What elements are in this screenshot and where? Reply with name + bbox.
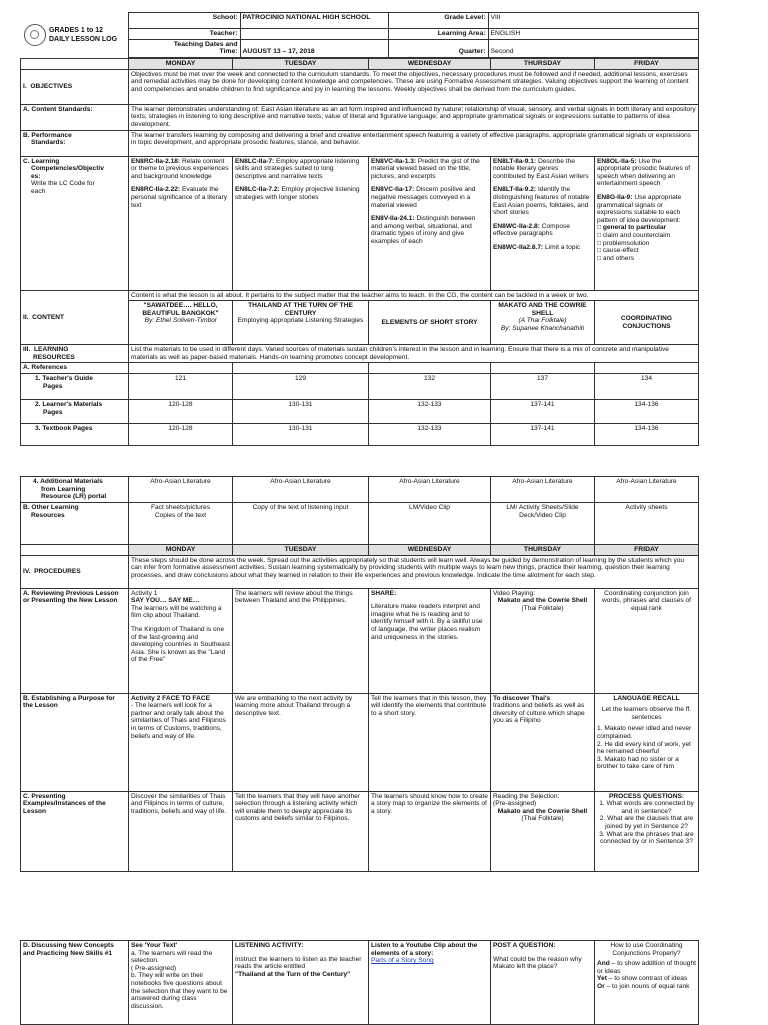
content-title: "SAWATDEE…. HELLO, BEAUTIFUL BANGKOK"	[142, 302, 219, 317]
content-tuesday	[233, 301, 369, 345]
content-wednesday	[369, 301, 491, 345]
tb-pages-monday: 120-128	[129, 423, 233, 445]
other-monday	[129, 503, 233, 545]
references-cell	[129, 363, 233, 374]
deped-seal-icon	[24, 24, 46, 46]
lc-text: Limit a topic	[543, 243, 581, 251]
learners-materials-label-2: Pages	[43, 408, 63, 416]
other-monday-2: Copies of the text	[154, 511, 207, 519]
content-title: COORDINATING CONJUCTIONS	[620, 315, 673, 330]
activity-text: (Pre-assigned)	[493, 800, 537, 808]
procedures-label	[21, 555, 129, 588]
tg-pages-friday: 134	[595, 373, 699, 399]
additional-wednesday: Afro-Asian Literature	[369, 477, 491, 503]
tb-pages-tuesday: 130-131	[233, 423, 369, 445]
procedure-c-friday	[595, 791, 699, 871]
day-header-monday: MONDAY	[129, 59, 233, 70]
content-author: By: Supanee Khanchanathiti	[500, 324, 585, 332]
additional-label-2: from Learning	[41, 485, 86, 493]
lc-code: EN8LC-IIa-7.2:	[235, 186, 280, 194]
content-friday	[595, 301, 699, 345]
other-thursday: LM/ Activity Sheets/Slide Deck/Video Clip	[491, 503, 595, 545]
lc-code: EN8LT-IIa-9.1:	[493, 157, 537, 165]
resources-label-1: LEARNING	[34, 346, 69, 354]
bullet-item: □ and others	[597, 254, 634, 262]
activity-text: Makato and the Cowrie Shell	[497, 807, 588, 815]
learning-area-value: ENGLISH	[488, 29, 698, 40]
activity-title: Reading the Selection:	[493, 792, 560, 800]
dates-label-line2: Time:	[219, 48, 238, 56]
procedure-d-wednesday	[369, 941, 491, 1025]
content-thursday	[491, 301, 595, 345]
lc-text: Predict the gist of the material viewed based on the title, pictures, and excerpts	[371, 157, 480, 180]
objectives-text: Objectives must be met over the week and connected to the curriculum standards. To meet the objectives, necessary procedures must be followed and if needed, additional lessons, exercises and remedial activities may be done for developing content knowledge and competencies. These are using Formative Assessment strategies. Valuing objectives support the learning of content and competencies and enable children to find significance and joy in learning the lessons. Weekly objectives shall be derived from the curriculum guides.	[129, 69, 699, 104]
competencies-label-2: Competencies/Objectiv	[31, 165, 104, 173]
lc-code: EN8OL-IIa-5:	[597, 157, 637, 165]
resources-intro: List the materials to be used in different days. Varied sources of materials sustain children's interest in the lesson and in learning. Ensure that there is a mix of concrete and manipulative materials as well as paper-based materials. Hands-on learning promotes concept development.	[129, 345, 699, 363]
day-header-friday: FRIDAY	[595, 545, 699, 556]
activity-text: - The learners will look for a partner and orally talk about the similarities of Thais and Filipinos in terms of Customs, traditions, beliefs and way of life.	[131, 702, 226, 740]
performance-standards-text: The learner transfers learning by composing and delivering a brief and creative entertainment speech featuring a variety of effective paragraphs, appropriate grammatical signals or expressions in topic development, and appropriate prosodic features, stance, and behavior.	[129, 130, 699, 156]
additional-friday: Afro-Asian Literature	[595, 477, 699, 503]
other-tuesday: Copy of the text of listening input	[233, 503, 369, 545]
textbook-pages-label: 3. Textbook Pages	[21, 423, 129, 445]
form-title-line2: DAILY LESSON LOG	[49, 35, 118, 43]
activity-title: Activity 2 FACE TO FACE	[131, 694, 211, 702]
tb-pages-wednesday: 132-133	[369, 423, 491, 445]
lc-text: Discern positive and negative messages conveyed in a material viewed	[371, 186, 476, 209]
procedure-b-tuesday: We are embarking to the next activity by learning more about Thailand through a descriptive text.	[233, 693, 369, 791]
day-header-wednesday: WEDNESDAY	[369, 59, 491, 70]
content-label	[21, 290, 129, 345]
day-header-wednesday: WEDNESDAY	[369, 545, 491, 556]
content-author: By: Ethel Soliven-Timbol	[144, 317, 217, 325]
procedure-a-label: A. Reviewing Previous Lesson or Presenting the New Lesson	[21, 588, 129, 693]
activity-title: LANGUAGE RECALL	[613, 694, 680, 702]
activity-title: See 'Your Text'	[131, 942, 178, 949]
references-cell	[369, 363, 491, 374]
procedure-d-monday	[129, 941, 233, 1025]
competencies-label-5: each	[31, 187, 46, 195]
other-label-2: Resources	[31, 511, 65, 519]
lc-text: Describe the notable literary genres contributed by East Asian writers	[493, 157, 589, 180]
activity-title: Video Playing:	[493, 589, 536, 597]
lc-text: Compose effective paragraphs	[493, 222, 570, 238]
additional-label-1: 4. Additional Materials	[33, 478, 103, 485]
lesson-table-part1	[20, 58, 699, 446]
activity-text: ( Pre-assigned)	[131, 964, 177, 972]
resources-label-2: RESOURCES	[33, 353, 75, 361]
content-subtitle: Employing appropriate Listening Strategies	[237, 317, 364, 325]
lc-code: EN8LT-IIa-9.2:	[493, 186, 537, 194]
lc-code: EN8RC-IIa-2.18:	[131, 157, 181, 165]
bullet-text: cause-effect	[602, 247, 639, 255]
tg-pages-thursday: 137	[491, 373, 595, 399]
procedure-c-thursday	[491, 791, 595, 871]
procedure-b-thursday	[491, 693, 595, 791]
resources-label	[21, 345, 129, 363]
day-header-blank	[21, 59, 129, 70]
competencies-tuesday	[233, 156, 369, 290]
lm-pages-friday: 134-136	[595, 399, 699, 423]
activity-text: a. The learners will read the selection.	[131, 949, 213, 965]
procedure-b-monday	[129, 693, 233, 791]
performance-standards-label	[21, 130, 129, 156]
day-header-thursday: THURSDAY	[491, 59, 595, 70]
day-header-blank	[21, 545, 129, 556]
activity-text: The Kingdom of Thailand is one of the fast-growing and developing countries in Southeast Asia. She is known as the "Land of the Free"	[131, 625, 230, 664]
lc-code: EN8V-IIa-24.1:	[371, 215, 415, 223]
lc-code: EN8G-IIa-9:	[597, 193, 633, 201]
procedure-a-wednesday	[369, 588, 491, 693]
other-wednesday: LM/Video Clip	[369, 503, 491, 545]
content-label-text: CONTENT	[32, 313, 65, 321]
procedure-c-wednesday: The learners should know how to create a story map to organize the elements of a story.	[369, 791, 491, 871]
teachers-guide-label	[21, 373, 129, 399]
day-header-thursday: THURSDAY	[491, 545, 595, 556]
content-intro: Content is what the lesson is all about. It pertains to the subject matter that the teacher aims to teach. In the CG, the content can be tackled in a week or two.	[129, 290, 699, 301]
learners-materials-label-1: 2. Learner's Materials	[35, 400, 103, 408]
header-logo-cell	[20, 13, 128, 58]
day-header-tuesday: TUESDAY	[233, 59, 369, 70]
bullet-text: general to particular	[602, 224, 667, 232]
performance-standards-label-2: Standards:	[31, 139, 66, 147]
competencies-thursday	[491, 156, 595, 290]
other-resources-label	[21, 503, 129, 545]
procedure-b-label: B. Establishing a Purpose for the Lesson	[21, 693, 129, 791]
lesson-table-part2	[20, 476, 699, 872]
activity-title: To discover Thai's	[493, 694, 551, 702]
activity-text: (Thai Folktale)	[521, 815, 564, 823]
procedure-d-label: D. Discussing New Concepts and Practicing New Skills #1	[21, 941, 129, 1025]
quarter-label: Quarter:	[388, 39, 488, 57]
teachers-guide-label-2: Pages	[43, 382, 63, 390]
conjunction-desc: – to join nouns of equal rank	[604, 982, 690, 990]
activity-text: 2. He did every kind of work, yet he remained cheerful	[597, 740, 691, 756]
tg-pages-monday: 121	[129, 373, 233, 399]
content-title: THAILAND AT THE TURN OF THE CENTURY	[248, 302, 353, 317]
other-label-1: B. Other Learning	[23, 504, 79, 511]
conjunction-word: Yet	[597, 975, 607, 983]
conjunction-word: And	[597, 960, 610, 968]
activity-title: SHARE:	[371, 589, 397, 597]
activity-text: 1. What words are connected by and in sentence?	[599, 800, 694, 815]
additional-materials-label	[21, 477, 129, 503]
procedure-a-thursday	[491, 588, 595, 693]
content-title: ELEMENTS OF SHORT STORY	[381, 318, 478, 326]
content-num: II.	[23, 313, 29, 321]
additional-thursday: Afro-Asian Literature	[491, 477, 595, 503]
references-cell	[595, 363, 699, 374]
day-header-tuesday: TUESDAY	[233, 545, 369, 556]
lc-code: EN8VC-IIa-1.3:	[371, 157, 417, 165]
lm-pages-wednesday: 132-133	[369, 399, 491, 423]
activity-text: 3. Makato had no sister or a brother to take care of him	[597, 755, 679, 771]
content-standards-label: A. Content Standards:	[21, 104, 129, 130]
teacher-value	[240, 29, 388, 40]
teachers-guide-label-1: 1. Teacher's Guide	[35, 374, 93, 382]
teacher-label: Teacher:	[128, 29, 240, 40]
tg-pages-wednesday: 132	[369, 373, 491, 399]
competencies-wednesday	[369, 156, 491, 290]
dates-label	[128, 39, 240, 57]
activity-text: Instruct the learners to listen as the teacher reads the article entitled	[235, 955, 362, 971]
competencies-monday	[129, 156, 233, 290]
tb-pages-thursday: 137-141	[491, 423, 595, 445]
activity-title: Listen to a Youtube Clip about the elements of a story:	[371, 942, 478, 957]
lc-code: EN8WC-IIa2.8.7:	[493, 243, 544, 251]
content-subtitle: (A Thai Folktale)	[518, 317, 567, 325]
bullet-item: □ claim and counterclaim	[597, 231, 671, 239]
form-title-line1: GRADES 1 to 12	[49, 26, 104, 34]
content-standards-text: The learner demonstrates understanding of: East Asian literature as an art form inspired and influenced by nature; relationship of visual, sensory, and verbal signals in both literary and expository texts; strategies in listening to long descriptive and narrative texts; value of literal and figurative language; and appropriate grammatical signals or expressions suitable to patterns of idea development.	[129, 104, 699, 130]
other-monday-1: Fact sheets/pictures	[150, 504, 210, 511]
procedures-intro: These steps should be done across the week. Spread out the activities appropriately so that students will learn well. Always be guided by demonstration of learning by the students which you can infer from formative assessment activities. Sustain learning systematically by providing students with multiple ways to learn new things, practice their learning, question their learning processes, and draw conclusions about what they learned in relation to their life experiences and previous knowledge. Indicate the time allotment for each step.	[129, 555, 699, 588]
lm-pages-tuesday: 130-131	[233, 399, 369, 423]
objectives-label	[21, 69, 129, 104]
lesson-table-part3	[20, 940, 699, 1025]
grade-level-label: Grade Level:	[388, 13, 488, 29]
lc-code: EN8VC-IIa-17:	[371, 186, 415, 194]
activity-title: SAY YOU… SAY ME…	[131, 597, 200, 605]
procedure-b-wednesday: Tell the learners that in this lesson, they will identify the elements that contribute to a short story.	[369, 693, 491, 791]
activity-text: 3. What are the phrases that are connected by or in Sentence 3?	[599, 830, 694, 846]
activity-text: b. They will write on their notebooks five questions about the selection that they want to be answered during class discussion.	[131, 972, 228, 1010]
lc-text: Use the appropriate prosodic features of speech when delivering an entertainment speech	[597, 157, 691, 188]
competencies-label-4: Write the LC Code for	[31, 180, 95, 188]
competencies-label	[21, 156, 129, 290]
bullet-text: problemsolution	[602, 239, 650, 247]
learners-materials-label	[21, 399, 129, 423]
activity-text: 2. What are the clauses that are joined by yet in Sentence 2?	[599, 815, 694, 830]
objectives-num: I.	[23, 82, 27, 90]
activity-title: LISTENING ACTIVITY:	[235, 942, 304, 949]
performance-standards-label-1: B. Performance	[23, 131, 72, 139]
competencies-label-1: C. Learning	[23, 157, 60, 165]
dates-value: AUGUST 13 – 17, 2018	[240, 39, 388, 57]
youtube-link[interactable]: Parts of a Story Song	[371, 957, 434, 965]
lc-code: EN8LC-IIa-7:	[235, 157, 275, 165]
bullet-item: □ problemsolution	[597, 239, 650, 247]
dates-label-line1: Teaching Dates and	[173, 40, 238, 48]
conjunction-desc: – to show addition of thought or ideas	[597, 960, 696, 975]
additional-monday: Afro-Asian Literature	[129, 477, 233, 503]
learning-area-label: Learning Area:	[388, 29, 488, 40]
lc-code: EN8WC-IIa-2.8:	[493, 222, 540, 230]
procedure-a-monday	[129, 588, 233, 693]
competencies-label-3: es:	[31, 172, 41, 180]
lc-text: Identify the distinguishing features of notable East Asian poems, folktales, and short stories	[493, 186, 590, 217]
conjunction-desc: – to show contrast of ideas	[606, 975, 688, 983]
bullet-item: □ cause-effect	[597, 247, 639, 255]
lc-text: Distinguish between and among verbal, situational, and dramatic types of irony and give examples of each	[371, 215, 476, 245]
bullet-text: claim and counterclaim	[602, 231, 671, 239]
activity-text: 1. Makato never idled and never complained.	[597, 725, 692, 740]
activity-title: How to use Coordinating Conjunctions Properly?	[610, 942, 683, 957]
procedure-a-tuesday: The learners will review about the things between Thailand and the Philippines.	[233, 588, 369, 693]
bullet-text: and others	[602, 254, 634, 262]
procedure-b-friday	[595, 693, 699, 791]
lm-pages-thursday: 137-141	[491, 399, 595, 423]
procedures-num: IV.	[23, 567, 31, 575]
procedure-d-tuesday	[233, 941, 369, 1025]
school-label: School:	[128, 13, 240, 29]
quarter-value: Second	[488, 39, 698, 57]
content-title: MAKATO AND THE COWRIE SHELL	[498, 302, 587, 317]
procedure-c-tuesday: Tell the learners that they will have another selection through a listening activity which will enable them to deeply appreciate its customs and beliefs similar to Filipinos.	[233, 791, 369, 871]
school-value: PATROCINIO NATIONAL HIGH SCHOOL	[240, 13, 388, 29]
activity-title: POST A QUESTION:	[493, 942, 556, 949]
additional-tuesday: Afro-Asian Literature	[233, 477, 369, 503]
activity-text: (Thai Folktale)	[521, 604, 564, 612]
activity-text: Makato and the Cowrie Shell	[497, 597, 588, 605]
tb-pages-friday: 134-136	[595, 423, 699, 445]
lc-text: Employ appropriate listening skills and strategies suited to long descriptive and narrative texts	[235, 157, 360, 180]
competencies-friday	[595, 156, 699, 290]
lc-text: Use appropriate grammatical signals or expressions suitable to each pattern of idea development:	[597, 193, 682, 224]
procedure-a-friday: Coordinating conjunction join words, phrases and clauses of equal rank	[595, 588, 699, 693]
references-cell	[233, 363, 369, 374]
activity-text: The learners will be watching a film clip about Thailand.	[131, 604, 222, 620]
resources-num: III.	[23, 346, 31, 354]
activity-text: What could be the reason why Makato left the place?	[493, 955, 582, 971]
activity-text: "Thailand at the Turn of the Century"	[235, 970, 351, 978]
activity-text: Literature make readers interpret and imagine what he is reading and to identify himself with it. By a skillful use of language, the writer places realism and uniqueness in the stories.	[371, 603, 483, 641]
references-cell	[491, 363, 595, 374]
procedure-c-monday: Discover the similarities of Thais and Filipinos in terms of culture, traditions, beliefs and way of life.	[129, 791, 233, 871]
lc-text: Employ projective listening strategies with longer stories	[235, 186, 360, 201]
day-header-friday: FRIDAY	[595, 59, 699, 70]
other-friday: Activity sheets	[595, 503, 699, 545]
bullet-item: □ general to particular	[597, 224, 667, 232]
activity-number: Activity 1	[131, 589, 158, 597]
header-table	[20, 12, 699, 58]
lc-text: Evaluate the personal significance of a literary text	[131, 186, 228, 209]
references-label: A. References	[21, 363, 129, 374]
procedure-d-thursday	[491, 941, 595, 1025]
additional-label-3: Resource (LR) portal	[41, 493, 107, 501]
content-monday	[129, 301, 233, 345]
lc-code: EN8RC-IIa-2.22:	[131, 186, 181, 194]
activity-title: PROCESS QUESTIONS:	[608, 792, 685, 800]
activity-text: traditions and beliefs as well as diversity of culture which shape you as a Filipino	[493, 702, 585, 725]
grade-level-value: VIII	[488, 13, 698, 29]
conjunction-word: Or	[597, 982, 605, 990]
activity-text: Let the learners observe the ff. sentences	[601, 706, 692, 721]
procedures-label-text: PROCEDURES	[34, 567, 81, 575]
procedure-c-label: C. Presenting Examples/Instances of the Lesson	[21, 791, 129, 871]
objectives-label-text: OBJECTIVES	[30, 82, 73, 90]
lm-pages-monday: 120-128	[129, 399, 233, 423]
day-header-monday: MONDAY	[129, 545, 233, 556]
lc-text: Relate content or theme to previous experiences and background knowledge	[131, 157, 229, 180]
tg-pages-tuesday: 129	[233, 373, 369, 399]
procedure-d-friday	[595, 941, 699, 1025]
